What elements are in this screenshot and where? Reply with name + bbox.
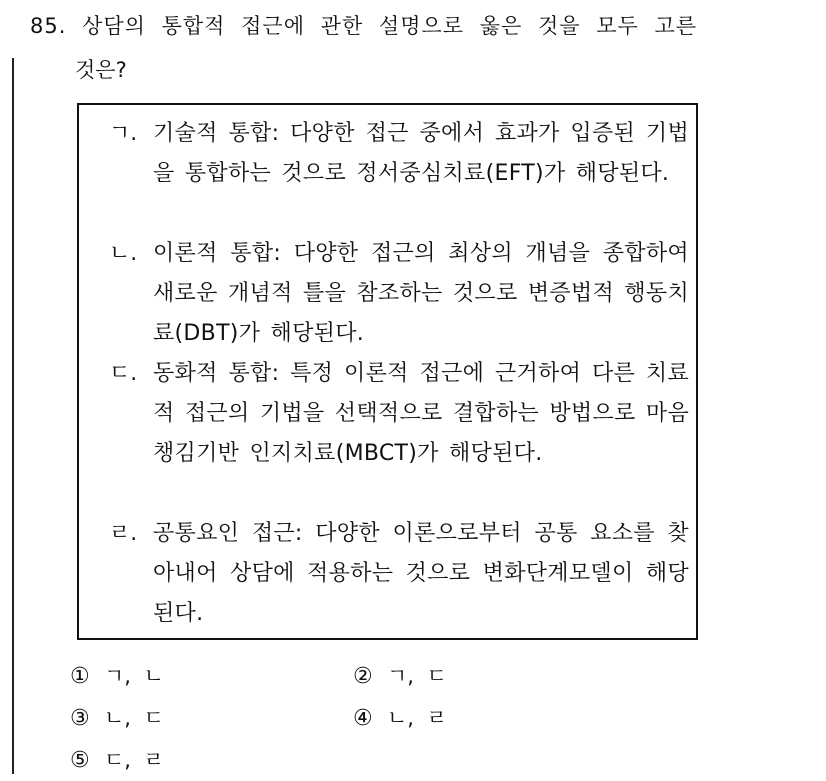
left-margin-rule xyxy=(12,58,14,774)
option-number: ④ xyxy=(353,706,373,731)
answer-option-3[interactable] xyxy=(70,698,164,739)
answer-option-4[interactable] xyxy=(353,698,447,739)
answer-option-5[interactable] xyxy=(70,740,164,781)
statement-box xyxy=(77,103,698,640)
option-number: ② xyxy=(353,664,373,689)
statement-text: 기술적 통합: 다양한 접근 중에서 효과가 입증된 기법을 통합하는 것으로 정서중심치료(EFT)가 해당된다. xyxy=(153,121,689,186)
option-number: ⑤ xyxy=(70,748,90,773)
statement-item-1 xyxy=(109,114,689,194)
answer-option-2[interactable] xyxy=(353,656,447,697)
option-text: ㄴ, ㄹ xyxy=(387,706,447,730)
option-text: ㄱ, ㄷ xyxy=(387,664,447,688)
statement-text: 동화적 통합: 특정 이론적 접근에 근거하여 다른 치료적 접근의 기법을 선택적으로 결합하는 방법으로 마음챙김기반 인지치료(MBCT)가 해당된다. xyxy=(153,361,689,466)
option-number: ③ xyxy=(70,706,90,731)
question-line-2: 것은? xyxy=(75,58,127,82)
answer-option-1[interactable] xyxy=(70,656,164,697)
option-number: ① xyxy=(70,664,90,689)
option-text: ㄴ, ㄷ xyxy=(104,706,164,730)
question-line-1: 85. 상담의 통합적 접근에 관한 설명으로 옳은 것을 모두 고른 xyxy=(30,14,698,38)
statement-item-4 xyxy=(109,514,689,634)
statement-marker: ㄹ. xyxy=(109,521,138,546)
statement-text: 공통요인 접근: 다양한 이론으로부터 공통 요소를 찾아내어 상담에 적용하는 것으로 변화단계모델이 해당된다. xyxy=(153,521,689,626)
statement-marker: ㄱ. xyxy=(109,121,138,146)
statement-marker: ㄴ. xyxy=(109,241,138,266)
statement-item-3 xyxy=(109,354,689,474)
option-text: ㄷ, ㄹ xyxy=(104,748,164,772)
option-text: ㄱ, ㄴ xyxy=(104,664,164,688)
statement-marker: ㄷ. xyxy=(109,361,138,386)
statement-item-2 xyxy=(109,234,689,354)
question-stem xyxy=(30,4,810,92)
statement-text: 이론적 통합: 다양한 접근의 최상의 개념을 종합하여 새로운 개념적 틀을 참조하는 것으로 변증법적 행동치료(DBT)가 해당된다. xyxy=(153,241,689,346)
